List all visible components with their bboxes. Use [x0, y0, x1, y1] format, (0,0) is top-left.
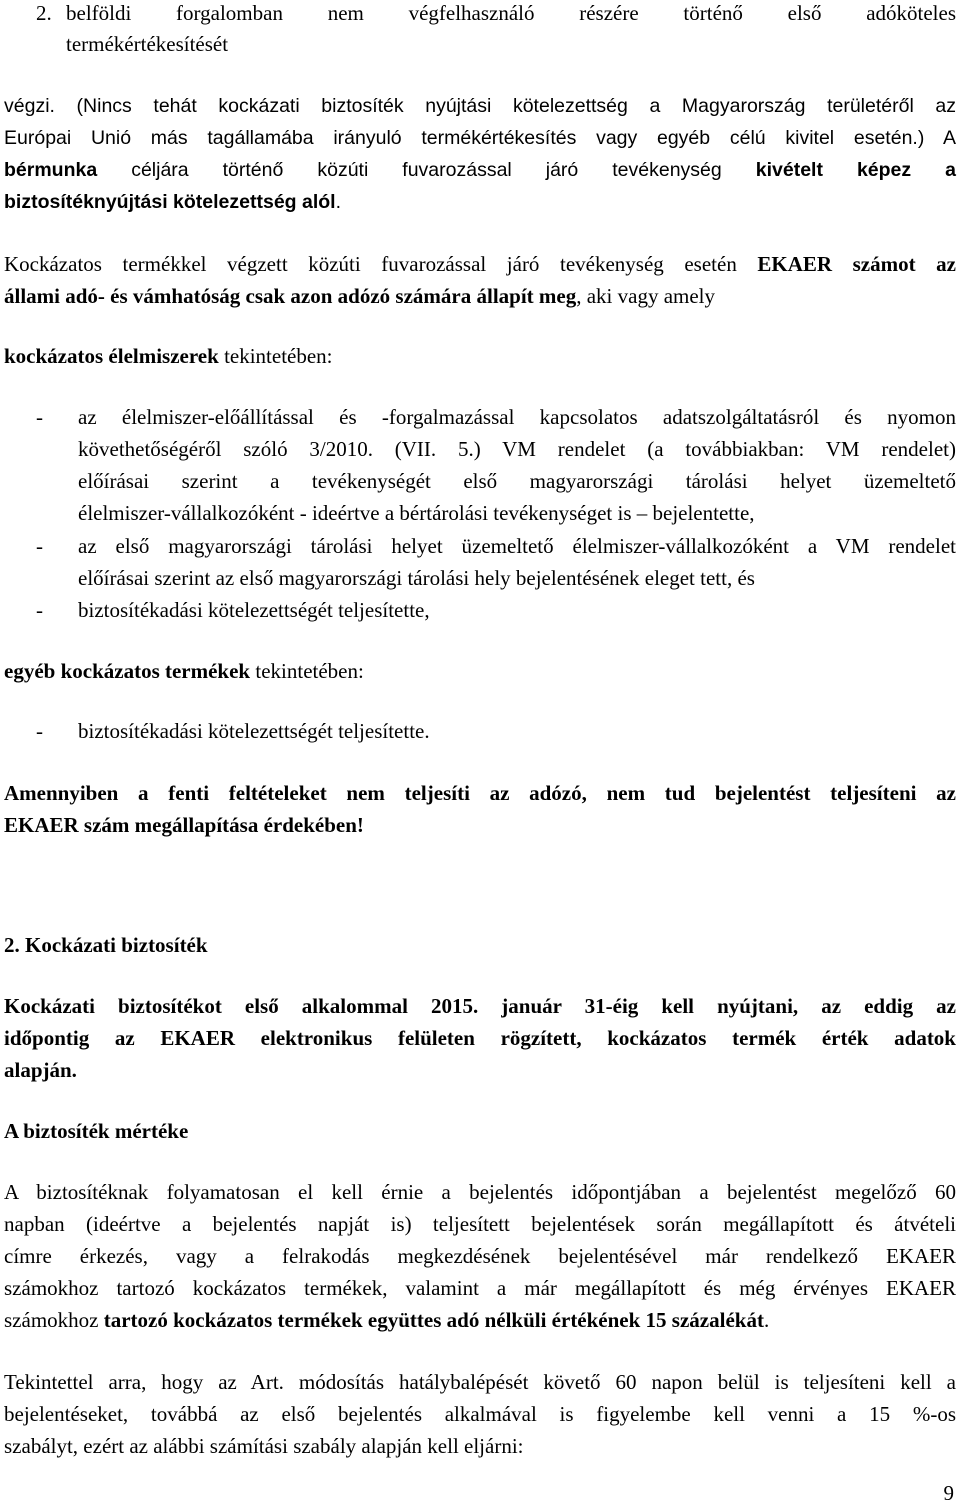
bold-text: bérmunka: [4, 159, 98, 181]
text: tekintetében:: [218, 344, 333, 368]
paragraph-line: [4, 154, 956, 186]
paragraph-line: [4, 655, 956, 687]
bold-text: EKAER számot az: [757, 252, 956, 276]
text: tekintetében:: [250, 659, 364, 683]
text: céljára történő közúti fuvarozással járó tevékenység: [97, 159, 756, 181]
paragraph-line: szabályt, ezért az alábbi számítási szabály alapján kell eljárni:: [4, 1434, 524, 1458]
paragraph-line: [4, 186, 956, 218]
bold-text: Kockázati biztosítékot első alkalommal 2015. január 31-éig kell nyújtani, az eddig az: [4, 994, 956, 1018]
paragraph-line: [4, 340, 956, 372]
list-line: követhetőségéről szóló 3/2010. (VII. 5.) VM rendelet (a továbbiakban: VM rendelet): [78, 437, 956, 461]
paragraph-line: Tekintettel arra, hogy az Art. módosítás hatálybalépését követő 60 napon belül is teljesíteni kell a: [4, 1370, 956, 1394]
bold-text: biztosítéknyújtási kötelezettség alól: [4, 191, 336, 213]
paragraph-line: címre érkezés, vagy a felrakodás megkezdésének bejelentésével már rendelkező EKAER: [4, 1244, 956, 1268]
paragraph-line: [4, 1054, 956, 1086]
text: Kockázatos termékkel végzett közúti fuvarozással járó tevékenység esetén: [4, 252, 758, 276]
list-line: élelmiszer-vállalkozóként - ideértve a bértárolási tevékenységet is – bejelentette,: [78, 501, 755, 525]
list-line: az első magyarországi tárolási helyet üzemeltető élelmiszer-vállalkozóként a VM rendelet: [78, 534, 956, 558]
bold-text: Amennyiben a fenti feltételeket nem teljesíti az adózó, nem tud bejelentést teljesíteni az: [4, 781, 956, 805]
bold-text: tartozó kockázatos termékek együttes adó nélküli értékének 15 százalékát: [103, 1308, 764, 1332]
bold-text: EKAER szám megállapítása érdekében!: [4, 813, 364, 837]
warning-line: [4, 809, 956, 841]
paragraph-line: [4, 248, 956, 280]
list-dash: -: [36, 405, 43, 429]
paragraph-line: A biztosítéknak folyamatosan el kell érnie a bejelentés időpontjában a bejelentést megelőző 60: [4, 1180, 956, 1204]
text: számokhoz: [4, 1308, 104, 1332]
bold-text: egyéb kockázatos termékek: [4, 659, 251, 683]
bold-text: időpontig az EKAER elektronikus felületen rögzített, kockázatos termék érték adatok: [4, 1026, 956, 1050]
list-item-line: belföldi forgalomban nem végfelhasználó részére történő első adóköteles: [66, 1, 956, 25]
paragraph-line: bejelentéseket, továbbá az első bejelentés alkalmával is figyelembe kell venni a 15 %-os: [4, 1402, 956, 1426]
text: , aki vagy amely: [576, 284, 716, 308]
list-dash: -: [36, 598, 43, 622]
text: .: [763, 1308, 770, 1332]
list-line: az élelmiszer-előállítással és -forgalmazással kapcsolatos adatszolgáltatásról és nyomon: [78, 405, 956, 429]
bold-text: kockázatos élelmiszerek: [4, 344, 219, 368]
paragraph-line: [4, 280, 956, 312]
bold-text: kivételt képez a: [755, 159, 956, 181]
heading-text: A biztosíték mértéke: [4, 1119, 189, 1143]
list-line: előírásai szerint az első magyarországi tárolási hely bejelentésének eleget tett, és: [78, 566, 755, 590]
list-line: előírásai szerint a tevékenységét első magyarországi tárolási helyet üzemeltető: [78, 469, 956, 493]
warning-line: [4, 777, 956, 809]
paragraph-line: [4, 1022, 956, 1054]
list-line: biztosítékadási kötelezettségét teljesítette.: [78, 719, 430, 743]
list-dash: -: [36, 719, 43, 743]
sub-heading: [4, 1115, 956, 1147]
list-line: biztosítékadási kötelezettségét teljesítette,: [78, 598, 430, 622]
paragraph-line: [4, 990, 956, 1022]
paragraph-line: számokhoz tartozó kockázatos termékek, valamint a már megállapított és még érvényes EKAER: [4, 1276, 956, 1300]
text: .: [335, 191, 342, 213]
bold-text: alapján.: [4, 1058, 77, 1082]
paragraph-line: végzi. (Nincs tehát kockázati biztosíték nyújtási kötelezettség a Magyarország területéről az: [4, 95, 956, 117]
list-item-number: 2.: [36, 1, 52, 25]
paragraph-line: Európai Unió más tagállamába irányuló termékértékesítés vagy egyéb célú kivitel esetén.) A: [4, 127, 956, 149]
bold-text: állami adó- és vámhatóság csak azon adózó számára állapít meg: [4, 284, 577, 308]
paragraph-line: [4, 1304, 956, 1336]
list-item-line: termékértékesítését: [66, 32, 229, 56]
list-dash: -: [36, 534, 43, 558]
page-number: 9: [943, 1481, 954, 1505]
section-heading: [4, 929, 956, 961]
heading-text: 2. Kockázati biztosíték: [4, 933, 208, 957]
paragraph-line: napban (ideértve a bejelentés napját is) teljesített bejelentések során megállapított és átvételi: [4, 1212, 956, 1236]
